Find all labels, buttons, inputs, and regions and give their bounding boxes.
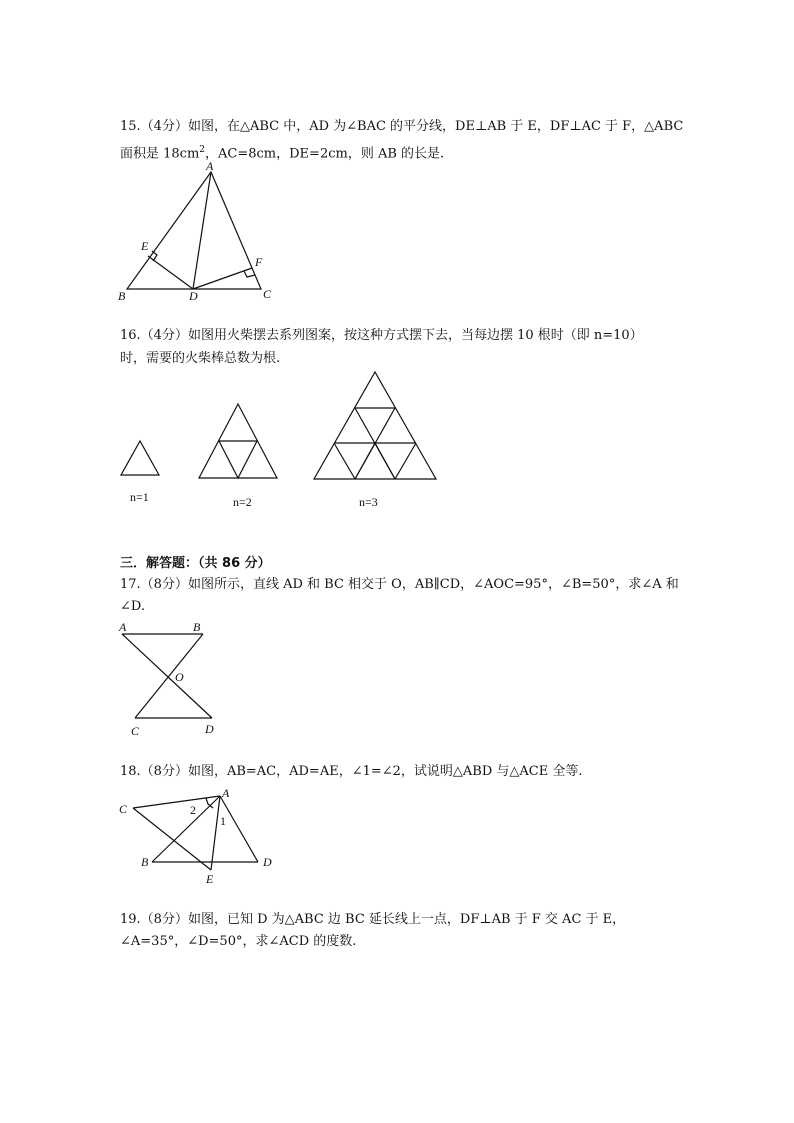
q15-superscript: 2: [199, 145, 206, 155]
label-c: C: [119, 802, 128, 816]
q18-text-line1: 18.（8分）如图，AB=AC，AD=AE，∠1=∠2，试说明△ABD 与△ACE 全等.: [120, 764, 583, 779]
q17-text-line1: 17.（8分）如图所示，直线 AD 和 BC 相交于 O，AB∥CD，∠AOC=95°，∠B=50°，求∠A 和: [120, 577, 679, 592]
q17-text-line2: ∠D.: [120, 599, 145, 614]
label-a: A: [206, 159, 214, 173]
label-a: A: [222, 786, 230, 800]
q19-text-line1: 19.（8分）如图，已知 D 为△ABC 边 BC 延长线上一点，DF⊥AB 于 F 交 AC 于 E，: [120, 912, 626, 927]
label-b: B: [193, 620, 201, 634]
angle-label-1: 1: [220, 814, 226, 828]
q15-text-line2-a: 面积是 18cm: [120, 146, 200, 162]
label-c: C: [131, 724, 140, 738]
q16-text-line1: 16.（4分）如图用火柴摆去系列图案，按这种方式摆下去，当每边摆 10 根时（即 n=10）: [120, 328, 643, 343]
q16-text-line2: 时，需要的火柴棒总数为根.: [120, 351, 281, 366]
label-d: D: [263, 855, 272, 869]
q15-text-line1: 15.（4分）如图，在△ABC 中，AD 为∠BAC 的平分线，DE⊥AB 于 E，DF⊥AC 于 F，△ABC: [120, 119, 684, 134]
label-e: E: [206, 872, 214, 886]
q19-text-line2: ∠A=35°，∠D=50°，求∠ACD 的度数.: [120, 934, 357, 949]
label-e: E: [141, 239, 149, 253]
angle-label-2: 2: [190, 803, 196, 817]
label-b: B: [118, 289, 126, 303]
label-a: A: [119, 620, 127, 634]
label-b: B: [141, 855, 149, 869]
caption-n2: n=2: [233, 495, 252, 509]
q15-text-line2-b: ，AC=8cm，DE=2cm，则 AB 的长是.: [205, 146, 445, 162]
caption-n3: n=3: [359, 495, 378, 509]
label-o: O: [175, 670, 184, 684]
label-d: D: [205, 722, 214, 736]
label-d: D: [189, 289, 198, 303]
label-f: F: [255, 255, 263, 269]
section-3-heading: 三．解答题：（共 86 分）: [120, 556, 271, 571]
segment-ad: [220, 796, 258, 862]
caption-n1: n=1: [130, 490, 149, 504]
label-c: C: [263, 287, 272, 301]
